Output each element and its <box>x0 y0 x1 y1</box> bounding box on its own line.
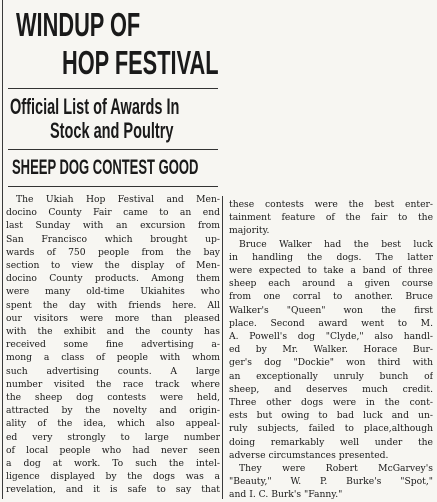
text-line: the sheep dog contests were held, <box>6 392 220 404</box>
text-line: sheep, and deserves much credit. <box>229 383 433 395</box>
text-line: of local people who had never seen <box>6 444 220 456</box>
text-line: mong a class of people with whom <box>6 352 220 364</box>
text-line: "Beauty," W. P. Burke's "Spot," <box>229 476 433 488</box>
text-line: Walker's "Queen" won the first <box>229 304 433 316</box>
text-line: section to view the display of Men- <box>6 260 220 272</box>
text-line: were expected to take a band of three <box>229 265 433 277</box>
text-line: number visited the race track where <box>6 378 220 390</box>
deck-rule <box>8 186 218 187</box>
text-line: revelation, and it is safe to say that <box>6 484 220 496</box>
headline-line-1: WINDUP OF <box>16 6 141 43</box>
subhead-line-1: Official List of Awards In <box>10 94 180 119</box>
text-line: a dog at work. To such the intel- <box>6 458 220 470</box>
text-line: ed by Mr. Walker. Horace Bur- <box>229 344 433 356</box>
text-line: docino County products. Among them <box>6 273 220 285</box>
text-line: wards of 750 people from the bay <box>6 246 220 258</box>
column-divider <box>222 196 223 499</box>
text-line: an exceptionally unruly bunch of <box>229 370 433 382</box>
text-line: San Francisco which brought up- <box>6 233 220 245</box>
text-line: majority. <box>229 225 270 237</box>
text-line: these contests were the best enter- <box>229 199 433 210</box>
text-line: were many old-time Ukiahites who <box>6 286 220 298</box>
text-line: docino County Fair came to an end <box>6 207 220 219</box>
left-article-text <box>6 193 220 497</box>
text-line: Three other dogs were in the cont- <box>229 397 433 409</box>
text-line: sheep each around a given course <box>229 278 433 290</box>
text-line: ger's dog "Dockie" won third with <box>229 357 433 369</box>
text-line: They were Robert McGarvey's <box>239 463 433 475</box>
headline-rule <box>8 88 218 89</box>
right-article-text <box>229 198 433 502</box>
headline-line-2: HOP FESTIVAL <box>62 44 219 81</box>
column-border-left <box>2 0 3 499</box>
text-line: The Ukiah Hop Festival and Men- <box>16 194 220 205</box>
left-column <box>6 6 220 497</box>
text-line: place. Second award went to M. <box>229 317 433 329</box>
text-line: Bruce Walker had the best luck <box>239 238 433 250</box>
text-line: last Sunday with an excursion from <box>6 220 220 232</box>
right-column <box>229 198 433 502</box>
text-line: in handling the dogs. The latter <box>229 251 433 263</box>
text-line: doing remarkably well under the <box>229 436 433 448</box>
text-line: ed very strongly to large number <box>6 431 220 443</box>
text-line: ruly subjects, failed to place,although <box>229 423 433 435</box>
text-line: with the exhibit and the county has <box>6 326 220 338</box>
text-line: ligence displayed by the dogs was a <box>6 471 220 483</box>
subhead-line-2: Stock and Poultry <box>50 118 174 143</box>
text-line: and I. C. Burk's "Fanny." <box>229 489 343 501</box>
deck-headline: SHEEP DOG CONTEST GOOD <box>12 156 199 179</box>
text-line: received some fine advertising a- <box>6 339 220 351</box>
text-line: spent the day with friends here. All <box>6 299 220 311</box>
text-line: from one corral to another. Bruce <box>229 291 433 303</box>
text-line: tainment feature of the fair to the <box>229 212 433 224</box>
text-line: A. Powell's dog "Clyde," also handl- <box>229 331 433 343</box>
text-line: such advertising counts. A large <box>6 365 220 377</box>
text-line: attracted by the novelty and origin- <box>6 405 220 417</box>
text-line: our visitors were more than pleased <box>6 312 220 324</box>
text-line: ality of the idea, which also appeal- <box>6 418 220 430</box>
text-line: ests but owing to bad luck and un- <box>229 410 433 422</box>
text-line: adverse circumstances presented. <box>229 449 389 461</box>
subhead-rule <box>8 149 218 150</box>
